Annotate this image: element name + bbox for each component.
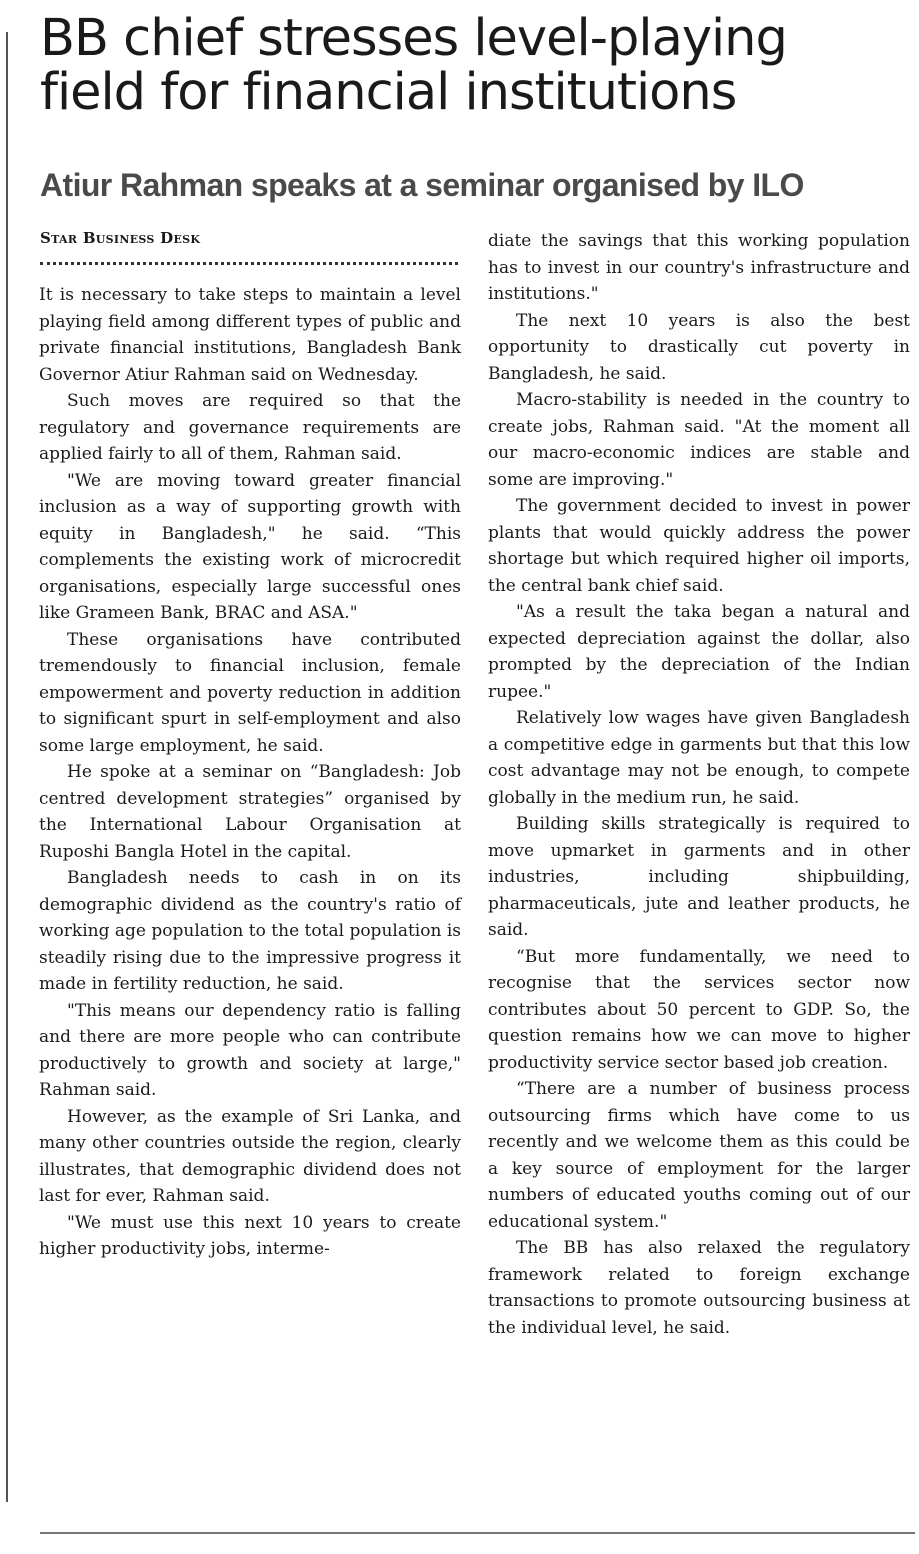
paragraph: However, as the example of Sri Lanka, and many other countries outside the region, clearly illustrates, that demographic dividend does not last for ever, Rahman said. [39, 1106, 461, 1206]
byline: Star Business Desk [40, 229, 201, 247]
paragraph: These organisations have contributed tremendously to financial inclusion, female empowerment and poverty reduction in addition to significant spurt in self-employment and also some large employment, he said. [39, 629, 461, 756]
headline-line-1: BB chief stresses level-playing [40, 9, 787, 68]
paragraph: He spoke at a seminar on “Bangladesh: Job centred development strategies” organised by the International Labour Organisation at Ruposhi Bangla Hotel in the capital. [39, 762, 461, 862]
paragraph: "We must use this next 10 years to create higher productivity jobs, interme- [39, 1212, 461, 1259]
paragraph: "As a result the taka began a natural and expected depreciation against the dollar, also prompted by the depreciation of the Indian rupee." [488, 602, 910, 702]
paragraph: The BB has also relaxed the regulatory framework related to foreign exchange transactions to promote outsourcing business at the individual level, he said. [488, 1238, 910, 1338]
paragraph: It is necessary to take steps to maintain a level playing field among different types of public and private financial institutions, Bangladesh Bank Governor Atiur Rahman said on Wednesday. [39, 285, 461, 385]
paragraph: “There are a number of business process outsourcing firms which have come to us recently and we welcome them as this could be a key source of employment for the larger numbers of educated youths coming out of our educational system." [488, 1079, 910, 1232]
paragraph: Macro-stability is needed in the country to create jobs, Rahman said. "At the moment all our macro-economic indices are stable and some are improving." [488, 390, 910, 490]
paragraph: Building skills strategically is required to move upmarket in garments and in other industries, including shipbuilding, pharmaceuticals, jute and leather products, he said. [488, 814, 910, 940]
paragraph: diate the savings that this working population has to invest in our country's infrastructure and institutions." [488, 231, 910, 304]
paragraph: Relatively low wages have given Bangladesh a competitive edge in garments but that this low cost advantage may not be enough, to compete globally in the medium run, he said. [488, 708, 910, 808]
subheadline: Atiur Rahman speaks at a seminar organised by ILO [40, 167, 804, 203]
article-column-1 [39, 282, 461, 1263]
paragraph: The next 10 years is also the best opportunity to drastically cut poverty in Bangladesh, he said. [488, 310, 910, 384]
left-column-rule [6, 32, 8, 1502]
headline [40, 9, 915, 122]
paragraph: “But more fundamentally, we need to recognise that the services sector now contributes about 50 percent to GDP. So, the question remains how we can move to higher productivity service sector based job creation. [488, 946, 910, 1073]
paragraph: The government decided to invest in power plants that would quickly address the power shortage but which required higher oil imports, the central bank chief said. [488, 496, 910, 596]
headline-line-2: field for financial institutions [40, 63, 737, 122]
paragraph: "We are moving toward greater financial inclusion as a way of supporting growth with equity in Bangladesh," he said. “This complements the existing work of microcredit organisations, especially large successful ones like Grameen Bank, BRAC and ASA." [39, 470, 461, 623]
bottom-rule [40, 1532, 915, 1534]
paragraph: Such moves are required so that the regulatory and governance requirements are applied fairly to all of them, Rahman said. [39, 391, 461, 464]
article-column-2 [488, 228, 910, 1341]
paragraph: Bangladesh needs to cash in on its demographic dividend as the country's ratio of working age population to the total population is steadily rising due to the impressive progress it made in fertility reduction, he said. [39, 868, 461, 994]
paragraph: "This means our dependency ratio is falling and there are more people who can contribute productively to growth and society at large," Rahman said. [39, 1000, 461, 1100]
byline-divider [40, 262, 458, 265]
